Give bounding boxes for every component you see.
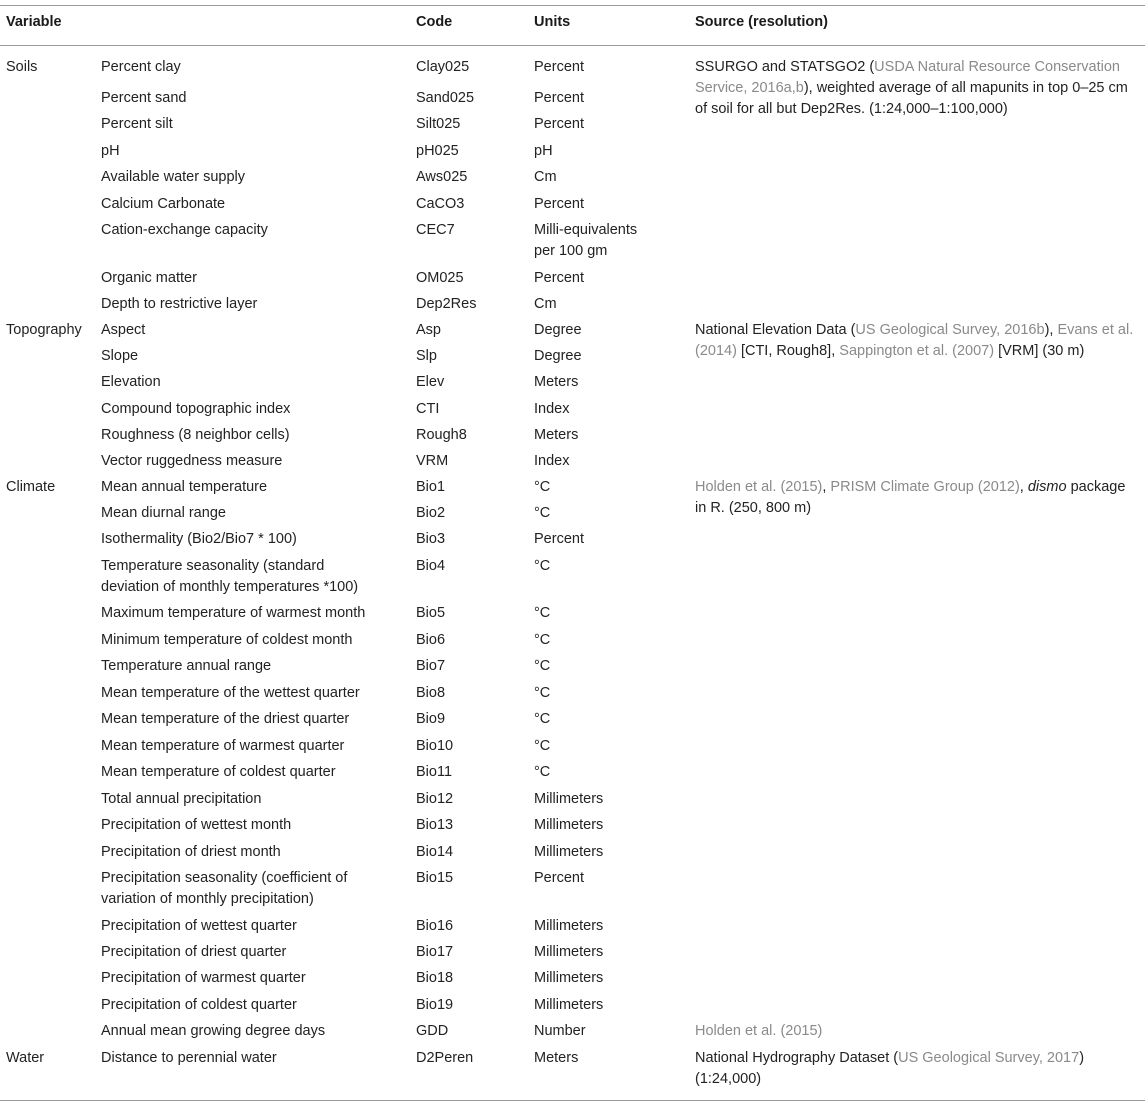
group-label: Topography [6,322,82,338]
variable-description: Precipitation of warmest quarter [101,970,306,986]
variable-units: Millimeters [534,997,604,1013]
source-citation [695,320,1140,362]
variable-description: Mean temperature of coldest quarter [101,764,336,780]
variable-code: Bio4 [416,558,446,574]
variable-description: Mean temperature of the wettest quarter [101,685,360,701]
variable-description: Elevation [101,374,161,390]
variable-description: Precipitation of coldest quarter [101,997,297,1013]
group-label: Soils [6,59,38,75]
variable-code: Bio11 [416,764,453,780]
variable-code: CTI [416,401,440,417]
variable-code: CaCO3 [416,196,465,212]
variable-code: Bio3 [416,531,446,547]
variable-code: Dep2Res [416,296,477,312]
citation-reference: Evans et al. (2014) [695,322,1134,359]
header-code: Code [416,14,453,30]
variable-code: Bio7 [416,658,446,674]
variable-units: Percent [534,116,584,132]
variable-description: Precipitation seasonality (coefficient of variation of monthly precipitation) [101,870,348,907]
variable-units: °C [534,711,551,727]
variable-units: Percent [534,59,584,75]
variable-description: Maximum temperature of warmest month [101,605,366,621]
variable-units: °C [534,685,551,701]
variable-units: Index [534,401,570,417]
variable-description: Organic matter [101,270,197,286]
citation-reference: US Geological Survey, 2016b [855,322,1045,338]
citation-reference: Holden et al. (2015) [695,479,823,495]
citation-text: National Elevation Data ( [695,322,856,338]
variable-code: Bio18 [416,970,454,986]
source-citation [695,1048,1140,1090]
variable-description: Percent clay [101,59,181,75]
variable-description: Annual mean growing degree days [101,1023,326,1039]
variable-code: Slp [416,348,437,364]
variable-description: Calcium Carbonate [101,196,226,212]
variable-units: °C [534,658,551,674]
source-citation [695,57,1140,120]
variable-description: Compound topographic index [101,401,291,417]
variable-code: CEC7 [416,222,455,238]
variable-code: Bio15 [416,870,454,886]
variable-description: Cation-exchange capacity [101,222,268,238]
variable-description: Depth to restrictive layer [101,296,258,312]
variable-code: GDD [416,1023,449,1039]
variable-units: Degree [534,322,582,338]
variable-code: Bio17 [416,944,454,960]
variable-units: Number [534,1023,586,1039]
header-variable: Variable [6,14,62,30]
variable-description: Precipitation of wettest quarter [101,918,297,934]
citation-reference: US Geological Survey, 2017 [898,1050,1080,1066]
variable-description: Distance to perennial water [101,1050,277,1066]
variable-code: D2Peren [416,1050,474,1066]
citation-reference: PRISM Climate Group (2012) [830,479,1020,495]
variable-units: Millimeters [534,844,604,860]
variable-description: Precipitation of driest month [101,844,281,860]
variable-units: Percent [534,531,584,547]
variable-description: Roughness (8 neighbor cells) [101,427,290,443]
citation-text: , [1019,479,1028,495]
variable-units: Cm [534,169,557,185]
variable-units: Degree [534,348,582,364]
variable-code: Asp [416,322,441,338]
citation-reference: Holden et al. (2015) [695,1023,823,1039]
variable-description: Percent sand [101,90,187,106]
variable-units: Meters [534,1050,579,1066]
variable-code: Bio13 [416,817,454,833]
variable-code: Bio19 [416,997,454,1013]
header-rule [0,45,1145,46]
header-source: Source (resolution) [695,14,828,30]
top-rule [0,5,1145,6]
variable-units: °C [534,479,551,495]
variable-description: Available water supply [101,169,246,185]
variable-description: Mean annual temperature [101,479,268,495]
variable-units: Millimeters [534,817,604,833]
variable-description: Isothermality (Bio2/Bio7 * 100) [101,531,297,547]
bottom-rule [0,1100,1145,1101]
variable-code: Bio12 [416,791,454,807]
variable-units: °C [534,505,551,521]
citation-text: ( [869,59,875,75]
citation-text: dismo [1027,479,1067,495]
variable-units: Percent [534,270,584,286]
variable-description: Vector ruggedness measure [101,453,283,469]
citation-text: package in R. (250, 800 m) [695,479,1126,516]
variable-code: Sand025 [416,90,475,106]
variable-description: Temperature seasonality (standard deviation of monthly temperatures *100) [101,558,359,595]
variable-units: °C [534,632,551,648]
variable-code: Bio1 [416,479,446,495]
variable-description: pH [101,143,120,159]
variable-code: Silt025 [416,116,461,132]
variable-code: Bio5 [416,605,446,621]
group-label: Water [6,1050,45,1066]
variable-code: Bio10 [416,738,454,754]
variable-units: Percent [534,90,584,106]
variable-units: Meters [534,374,579,390]
header-units: Units [534,14,571,30]
variable-units: Millimeters [534,918,604,934]
variable-code: Elev [416,374,445,390]
variable-units: Milli-equivalents per 100 gm [534,222,638,259]
variable-code: Bio8 [416,685,446,701]
citation-text: ), [1044,322,1058,338]
citation-reference: USDA Natural Resource Conservation Service, 2016a,b [695,59,1120,96]
variable-description: Slope [101,348,139,364]
variable-units: °C [534,558,551,574]
variable-units: pH [534,143,553,159]
variable-description: Total annual precipitation [101,791,262,807]
variable-description: Mean temperature of the driest quarter [101,711,350,727]
variable-description: Precipitation of driest quarter [101,944,287,960]
variable-units: °C [534,738,551,754]
variable-description: Temperature annual range [101,658,272,674]
citation-text: [VRM] (30 m) [994,343,1085,359]
variable-units: Millimeters [534,944,604,960]
citation-text: , [822,479,831,495]
variable-code: Clay025 [416,59,470,75]
variable-code: Bio2 [416,505,446,521]
variable-units: °C [534,605,551,621]
citation-text: SSURGO and STATSGO2 [695,59,870,75]
variable-units: Index [534,453,570,469]
citation-text: National Hydrography Dataset ( [695,1050,899,1066]
variable-code: Bio14 [416,844,454,860]
variable-code: Aws025 [416,169,468,185]
citation-text: [CTI, Rough8], [736,343,840,359]
variable-code: Bio9 [416,711,446,727]
variable-units: Percent [534,196,584,212]
citation-text: ), weighted average of all mapunits in top 0–25 cm of soil for all but Dep2Res. (1:24,000–1:100,000) [695,80,1128,117]
variable-units: Meters [534,427,579,443]
group-label: Climate [6,479,56,495]
variable-units: Percent [534,870,584,886]
variable-code: Bio16 [416,918,454,934]
source-citation [695,477,1140,519]
variable-code: pH025 [416,143,459,159]
variable-description: Aspect [101,322,146,338]
variable-units: Millimeters [534,791,604,807]
variable-code: OM025 [416,270,464,286]
variable-code: VRM [416,453,449,469]
variable-code: Bio6 [416,632,446,648]
citation-reference: Sappington et al. (2007) [839,343,995,359]
variable-description: Mean diurnal range [101,505,226,521]
variable-units: °C [534,764,551,780]
variable-units: Millimeters [534,970,604,986]
citation-text: ) (1:24,000) [695,1050,1085,1087]
variable-description: Minimum temperature of coldest month [101,632,353,648]
variable-description: Percent silt [101,116,173,132]
variable-description: Precipitation of wettest month [101,817,292,833]
variable-code: Rough8 [416,427,467,443]
variable-description: Mean temperature of warmest quarter [101,738,345,754]
variable-units: Cm [534,296,557,312]
source-citation [695,1021,1140,1042]
